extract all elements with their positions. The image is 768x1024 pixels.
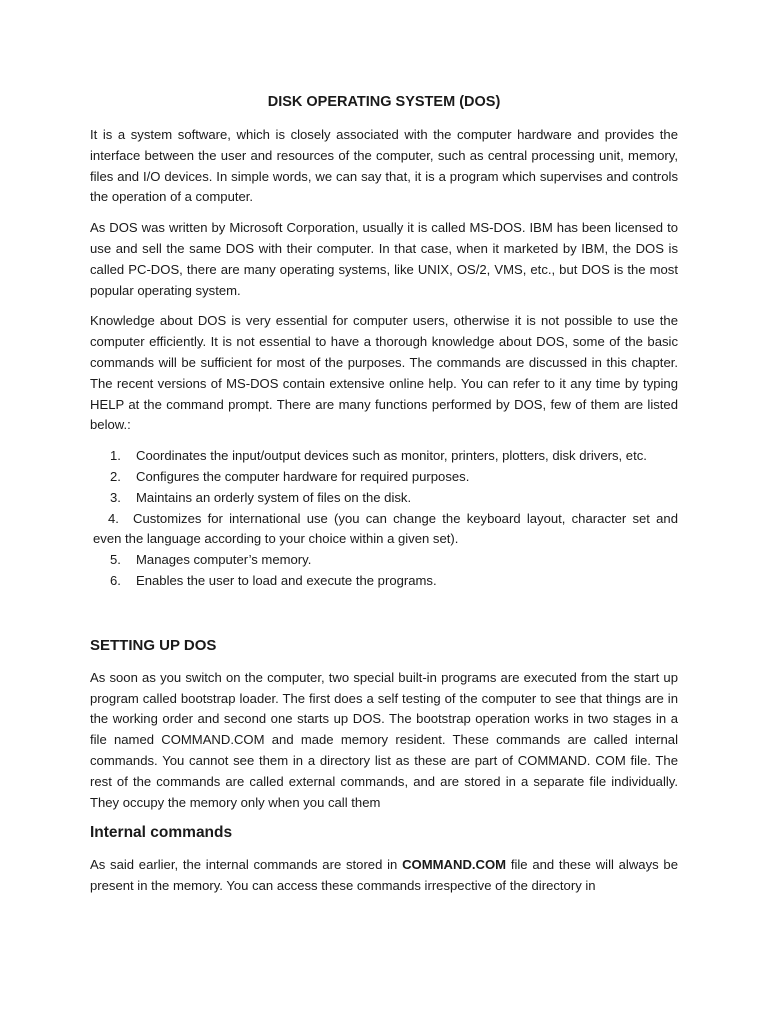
list-item <box>90 550 678 571</box>
list-item-text: Coordinates the input/output devices such as monitor, printers, plotters, disk drivers, etc. <box>136 448 647 464</box>
list-item-number: 5. <box>110 552 121 568</box>
list-item <box>90 571 678 592</box>
list-item-text: Enables the user to load and execute the programs. <box>136 572 437 588</box>
list-item-number: 1. <box>110 448 121 464</box>
functions-list <box>90 446 678 592</box>
internal-commands-paragraph <box>90 855 678 897</box>
list-item-number: 4. <box>108 510 119 526</box>
setup-paragraph: As soon as you switch on the computer, two special built-in programs are executed from the start up program called bootstrap loader. The first does a self testing of the computer to see that things are in the working order and second one starts up DOS. The bootstrap operation works in two stages in a file named COMMAND.COM and made memory resident. These commands are called internal commands. You cannot see them in a directory list as these are part of COMMAND. COM file. The rest of the commands are called external commands, and are stored in a separate file individually. They occupy the memory only when you call them <box>90 669 678 810</box>
command-com-bold: COMMAND.COM <box>402 857 507 873</box>
list-item-number: 6. <box>110 572 121 588</box>
internal-text-after: file and these will always be present in the memory. You can access these commands irrespective of the directory in <box>90 857 678 894</box>
list-item-number: 3. <box>110 489 121 505</box>
section-heading-setting-up-dos: SETTING UP DOS <box>90 636 217 654</box>
list-item-text: Maintains an orderly system of files on the disk. <box>136 489 412 505</box>
intro-paragraph-3: Knowledge about DOS is very essential for computer users, otherwise it is not possible to use the computer efficiently. It is not essential to have a thorough knowledge about DOS, some of the basic commands will be sufficient for most of the purposes. The commands are discussed in this chapter. The recent versions of MS-DOS contain extensive online help. You can refer to it any time by typing HELP at the command prompt. There are many functions performed by DOS, few of them are listed below.: <box>90 313 678 433</box>
intro-paragraph-1: It is a system software, which is closely associated with the computer hardware and provides the interface between the user and resources of the computer, such as central processing unit, memory, files and I/O devices. In simple words, we can say that, it is a program which supervises and controls the operation of a computer. <box>90 127 678 205</box>
list-item-text: Configures the computer hardware for required purposes. <box>136 468 470 484</box>
list-item <box>90 488 678 509</box>
document-page <box>90 92 678 907</box>
list-item <box>90 446 678 467</box>
section-heading-internal-commands: Internal commands <box>90 824 233 842</box>
list-item-number: 2. <box>110 468 121 484</box>
list-item <box>90 509 678 551</box>
list-item <box>90 467 678 488</box>
list-item-text: Manages computer’s memory. <box>136 552 312 568</box>
list-item-text: Customizes for international use (you can change the keyboard layout, character set and even the language according to your choice within a given set). <box>93 510 678 547</box>
page-title: DISK OPERATING SYSTEM (DOS) <box>267 94 501 110</box>
internal-text-before: As said earlier, the internal commands are stored in <box>90 857 403 873</box>
intro-paragraph-2: As DOS was written by Microsoft Corporation, usually it is called MS-DOS. IBM has been licensed to use and sell the same DOS with their computer. In that case, when it marketed by IBM, the DOS is called PC-DOS, there are many operating systems, like UNIX, OS/2, VMS, etc., but DOS is the most popular operating system. <box>90 220 678 298</box>
